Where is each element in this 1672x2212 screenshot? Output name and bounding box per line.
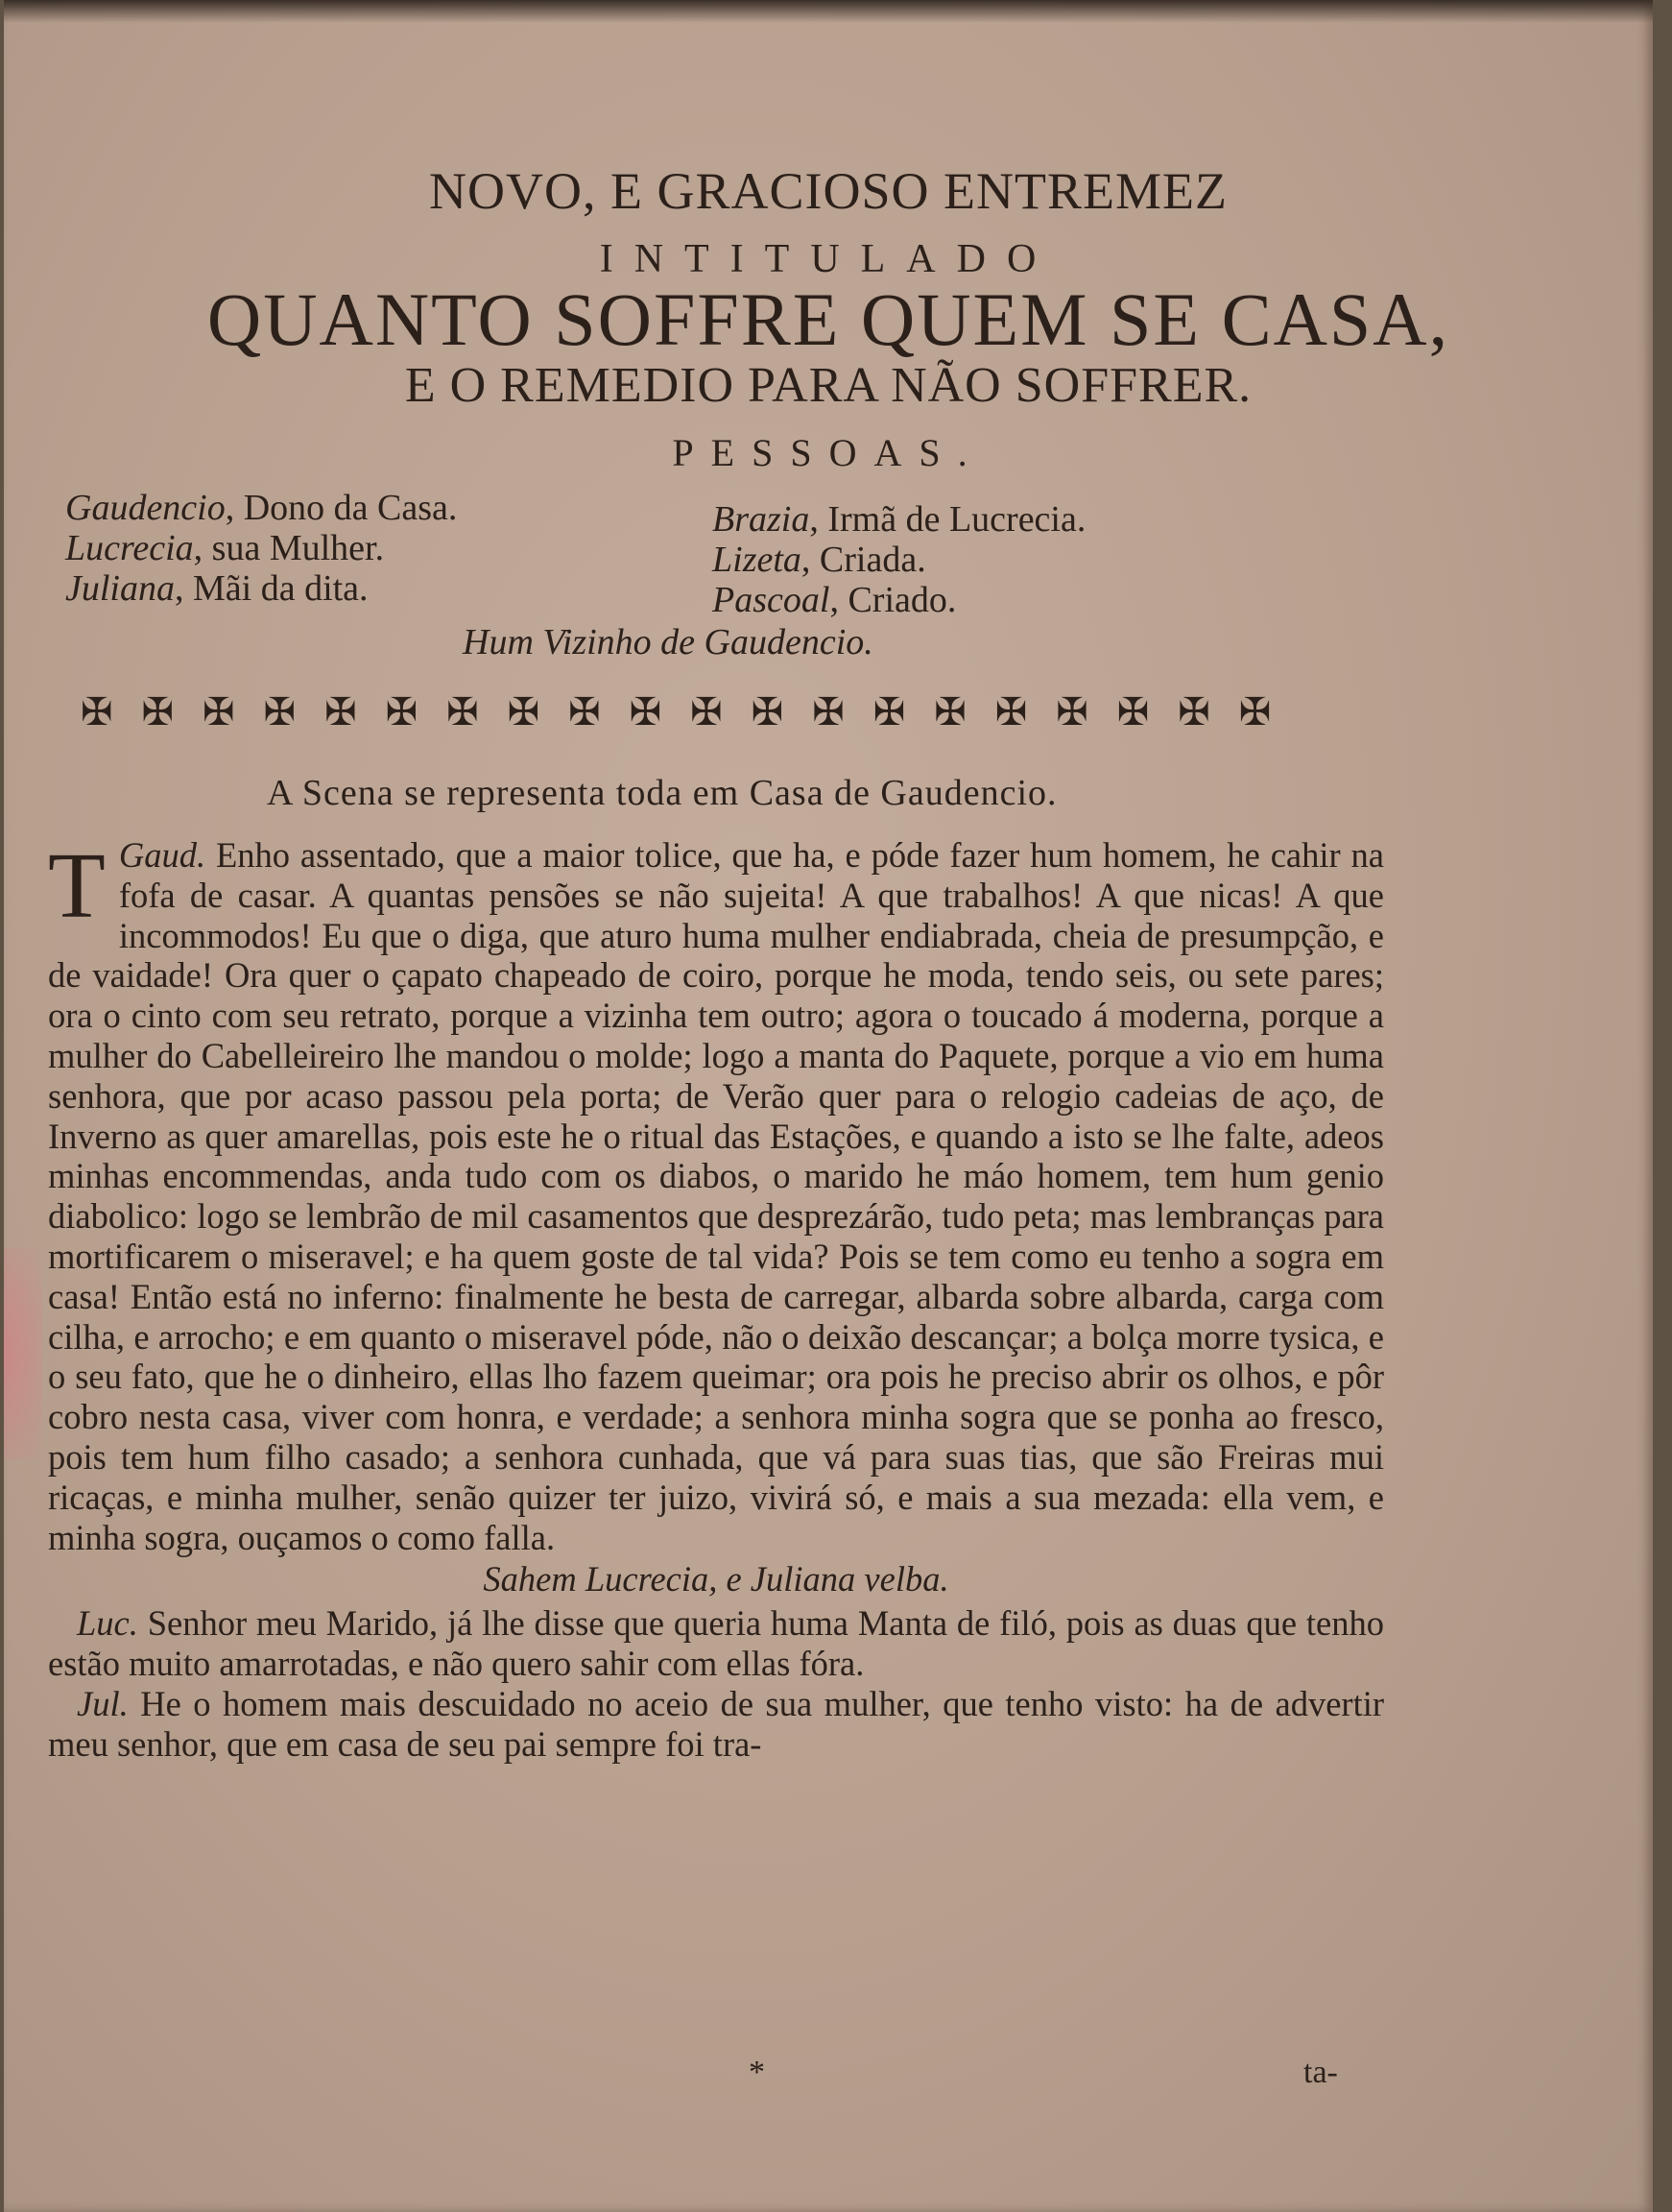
speech-gaudencio (48, 835, 1384, 1557)
title-line-2: INTITULADO (599, 237, 1058, 281)
cast-entry-neighbor: Hum Vizinho de Gaudencio. (463, 622, 873, 662)
title-line-1: NOVO, E GRACIOSO ENTREMEZ (429, 162, 1228, 220)
speech-text: He o homem mais descuidado no aceio de sua mulher, que tenho visto: ha de advertir meu senhor, que em casa de seu pai sempre foi tra- (48, 1683, 1385, 1764)
title-main: QUANTO SOFFRE QUEM SE CASA, (206, 277, 1450, 361)
signature-mark: * (749, 2055, 765, 2090)
cast-entry: Pascoal, Criado. (712, 580, 957, 620)
margin-stain (4, 1248, 42, 1459)
speaker-label: Luc. (77, 1603, 138, 1644)
speaker-label: Gaud. (118, 835, 206, 875)
ornament-rule: ✠ ✠ ✠ ✠ ✠ ✠ ✠ ✠ ✠ ✠ ✠ ✠ ✠ ✠ ✠ ✠ ✠ ✠ ✠ ✠ (81, 690, 1281, 733)
play-text (48, 835, 1384, 1764)
catchword: ta- (1303, 2055, 1338, 2090)
cast-entry: Brazia, Irmã de Lucrecia. (712, 499, 1087, 540)
cast-entry: Juliana, Mãi da dita. (65, 568, 369, 609)
speaker-label: Jul. (77, 1683, 129, 1723)
stage-direction: Sahem Lucrecia, e Juliana velba. (483, 1559, 949, 1599)
cast-entry: Lucrecia, sua Mulher. (65, 528, 385, 568)
page-edge-shadow (4, 0, 1653, 23)
cast-entry: Gaudencio, Dono da Casa. (65, 488, 458, 528)
cast-entry: Lizeta, Criada. (712, 540, 926, 580)
drop-capital: T (48, 834, 106, 938)
scene-note: A Scena se representa toda em Casa de Gaudencio. (267, 773, 1058, 813)
title-subtitle: E O REMEDIO PARA NÃO SOFFRER. (404, 358, 1253, 413)
cast-list-left (65, 488, 457, 609)
cast-list-right (712, 499, 1086, 620)
speech-juliana (48, 1684, 1384, 1765)
printed-page (4, 0, 1653, 2212)
speech-text: Senhor meu Marido, já lhe disse que queria huma Manta de filó, pois as duas que tenho estão muito amarrotadas, e não quero sahir com ellas fóra. (48, 1603, 1385, 1683)
persons-heading: PESSOAS. (672, 431, 985, 474)
speech-lucrecia (48, 1603, 1384, 1684)
speech-text: Enho assentado, que a maior tolice, que ha, e póde fazer hum homem, he cahir na fofa de casar. A quantas pensões se não sujeita! A que trabalhos! A que nicas! A que incommodos! Eu que o diga, que aturo huma mulher endiabrada, cheia de presumpção, e de vaidade! Ora quer o çapato chapeado de coiro, porque he moda, tendo seis, ou sete pares; ora o cinto com seu retrato, porque a vizinha tem outro; agora o toucado á moderna, porque a mulher do Cabelleireiro lhe mandou o molde; logo a manta do Paquete, porque a vio em huma senhora, que por acaso passou pela porta; de Verão quer para o relogio cadeias de aço, de Inverno as quer amarellas, pois este he o ritual das Estações, e quando a isto se lhe falte, adeos minhas encommendas, anda tudo com os diabos, o marido he máo homem, tem hum genio diabolico: logo se lembrão de mil casamentos que desprezárão, tudo peta; mas lembranças para mortificarem o miseravel; e ha quem goste de tal vida? Pois se tem como eu tenho a sogra em casa! Então está no inferno: finalmente he besta de carregar, albarda sobre albarda, carga com cilha, e arrocho; e em quanto o miseravel póde, não o deixão descançar; a bolça morre tysica, e o seu fato, que he o dinheiro, ellas lho fazem queimar; ora pois he preciso abrir os olhos, e pôr cobro nesta casa, viver com honra, e verdade; a senhora minha sogra que se ponha ao fresco, pois tem hum filho casado; a senhora cunhada, que vá para suas tias, que são Freiras mui ricaças, e minha mulher, senão quizer ter juizo, vivirá só, e mais a sua mezada: ella vem, e minha sogra, ouçamos o como falla. (48, 835, 1384, 1557)
